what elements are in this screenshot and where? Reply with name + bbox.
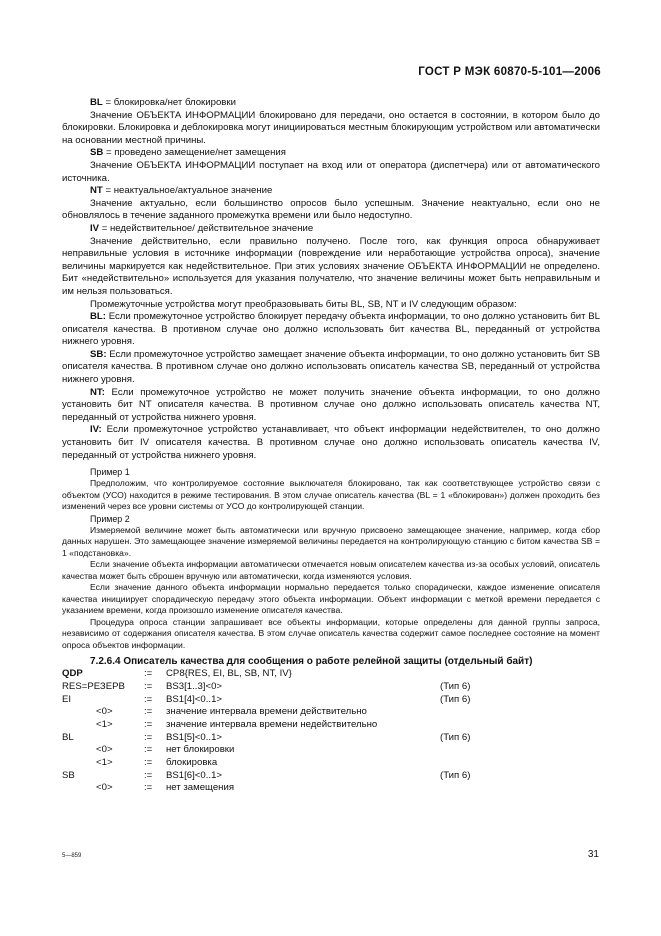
definition-name: RES=РЕЗЕРВ [62, 680, 125, 692]
example-2-paragraph: Процедура опроса станции запрашивает все объекты информации, которые определены для данной группы запроса, независимо от содержания описателя качества. В этом случае описатель качества содержит самое последнее состояние на момент опроса объектов информации. [62, 616, 600, 650]
definition-name: <1> [96, 757, 113, 769]
definition-name: <1> [96, 718, 113, 730]
definition-type: (Тип 6) [440, 693, 471, 705]
intermediate-sb: SB: Если промежуточное устройство замещает значение объекта информации, то оно должно установить бит SB описателя качества. В противном случае оно должно использовать описатель качества SB, переданный от устройства нижнего уровня. [62, 348, 600, 386]
definition-value: BS1[6]<0..1> [166, 769, 223, 781]
definition-nt: NT = неактуальное/актуальное значение [90, 185, 273, 197]
paragraph-sb: Значение ОБЪЕКТА ИНФОРМАЦИИ поступает на вход или от оператора (диспетчера) или от автоматического источника. [62, 159, 600, 184]
definition-row [62, 757, 600, 770]
definition-value: значение интервала времени действительно [166, 706, 367, 718]
assign-symbol: := [144, 769, 153, 781]
definition-row [62, 770, 600, 783]
example-2-paragraph: Если значение данного объекта информации нормально передается только спорадически, каждое изменение описателя качества инициирует спорадическую передачу этого объекта информации. Объект информации с меткой времени передается с указанием времени, когда произошло изменение описателя качества. [62, 582, 600, 616]
paragraph-nt: Значение актуально, если большинство опросов было успешным. Значение неактуально, если оно не обновлялось в течение заданного промежутка времени или было недоступно. [62, 197, 600, 222]
assign-symbol: := [144, 680, 153, 692]
definition-type: (Тип 6) [440, 680, 471, 692]
definition-row [62, 732, 600, 745]
page-content [62, 97, 600, 795]
definition-value: значение интервала времени недействительно [166, 718, 378, 730]
definition-row [62, 694, 600, 707]
definition-value: BS1[4]<0..1> [166, 693, 223, 705]
assign-symbol: := [144, 782, 153, 794]
intermediate-iv: IV: Если промежуточное устройство устанавливает, что объект информации недействителен, то оно должно установить бит IV описателя качества. В противном случае оно должно использовать описатель качества IV, переданный от устройства нижнего уровня. [62, 424, 600, 461]
definition-name: SB [62, 769, 75, 781]
paragraph-bl: Значение ОБЪЕКТА ИНФОРМАЦИИ блокировано для передачи, оно остается в состоянии, в котором было до блокировки. Блокировка и деблокировка могут инициироваться местным блокирующим устройством или автоматически на основании местной причины. [62, 109, 600, 146]
assign-symbol: := [144, 668, 153, 680]
definition-iv: IV = недействительное/ действительное значение [90, 222, 314, 234]
definition-row [62, 744, 600, 757]
definition-row [62, 668, 600, 681]
definition-table [62, 668, 600, 795]
example-2-paragraph: Если значение объекта информации автоматически отмечается новым описателем качества из-за особых условий, описатель качества может быть сброшен вручную или автоматически, когда изменяются условия. [62, 559, 600, 581]
intermediate-intro: Промежуточные устройства могут преобразовывать биты BL, SB, NT и IV следующим образом: [90, 298, 517, 310]
intermediate-bl: BL: Если промежуточное устройство блокирует передачу объекта информации, то оно должно установить бит BL описателя качества. В противном случае оно должно использовать бит качества BL, переданный от устройства нижнего уровня. [62, 311, 600, 348]
footer-print-mark: 5—859 [62, 853, 82, 859]
definition-value: нет блокировки [166, 744, 235, 756]
definition-value: нет замещения [166, 782, 235, 794]
definition-name: <0> [96, 782, 113, 794]
definition-type: (Тип 6) [440, 769, 471, 781]
example-1-text: Предположим, что контролируемое состояние выключателя блокировано, так как соответствующее устройство связи с объектом (УСО) находится в режиме тестирования. В этом случае описатель качества (BL = 1 «блокирован») должен проходить без изменений через все уровни системы от УСО до контролирующей станции. [62, 478, 600, 512]
assign-symbol: := [144, 757, 153, 769]
assign-symbol: := [144, 706, 153, 718]
section-title: 7.2.6.4 Описатель качества для сообщения о работе релейной защиты (отдельный байт) [90, 656, 533, 668]
assign-symbol: := [144, 718, 153, 730]
document-header: ГОСТ Р МЭК 60870-5-101—2006 [418, 66, 601, 78]
example-2-title: Пример 2 [90, 513, 130, 524]
definition-value: блокировка [166, 757, 218, 769]
example-2-paragraph: Измеряемой величине может быть автоматически или вручную присвоено замещающее значение, например, когда сбор данных нарушен. Это замещающее значение измеряемой величины передается на контролирующую станцию с битом качества SB = 1 «подстановка». [62, 524, 600, 558]
definition-sb: SB = проведено замещение/нет замещения [90, 147, 286, 159]
assign-symbol: := [144, 693, 153, 705]
definition-name: <0> [96, 706, 113, 718]
assign-symbol: := [144, 744, 153, 756]
intermediate-nt: NT: Если промежуточное устройство не может получить значение объекта информации, то оно должно установить бит NT описателя качества. В противном случае оно должно использовать описатель качества NT, переданный от устройства нижнего уровня. [62, 386, 600, 423]
paragraph-iv: Значение действительно, если правильно получено. После того, как функция опроса обнаруживает неправильные условия в источнике информации (повреждение или неработающие устройства опроса), значение величины маркируется как недействительное. При этих условиях значение ОБЪЕКТА ИНФОРМАЦИИ не определено. Бит «недействительно» используется для указания получателю, что значение величины может быть неправильным и им нельзя пользоваться. [62, 235, 600, 297]
definition-name: QDP [62, 668, 83, 680]
definition-name: EI [62, 693, 72, 705]
definition-name: BL [62, 731, 74, 743]
definition-value: CP8{RES, EI, BL, SB, NT, IV} [166, 668, 292, 680]
definition-row [62, 706, 600, 719]
definition-name: <0> [96, 744, 113, 756]
definition-row [62, 719, 600, 732]
assign-symbol: := [144, 731, 153, 743]
example-1-title: Пример 1 [90, 467, 130, 478]
definition-value: BS1[5]<0..1> [166, 731, 223, 743]
page-number: 31 [587, 849, 599, 860]
definition-row [62, 681, 600, 694]
definition-row [62, 782, 600, 795]
definition-type: (Тип 6) [440, 731, 471, 743]
definition-value: BS3[1..3]<0> [166, 680, 223, 692]
definition-bl: BL = блокировка/нет блокировки [90, 97, 236, 108]
